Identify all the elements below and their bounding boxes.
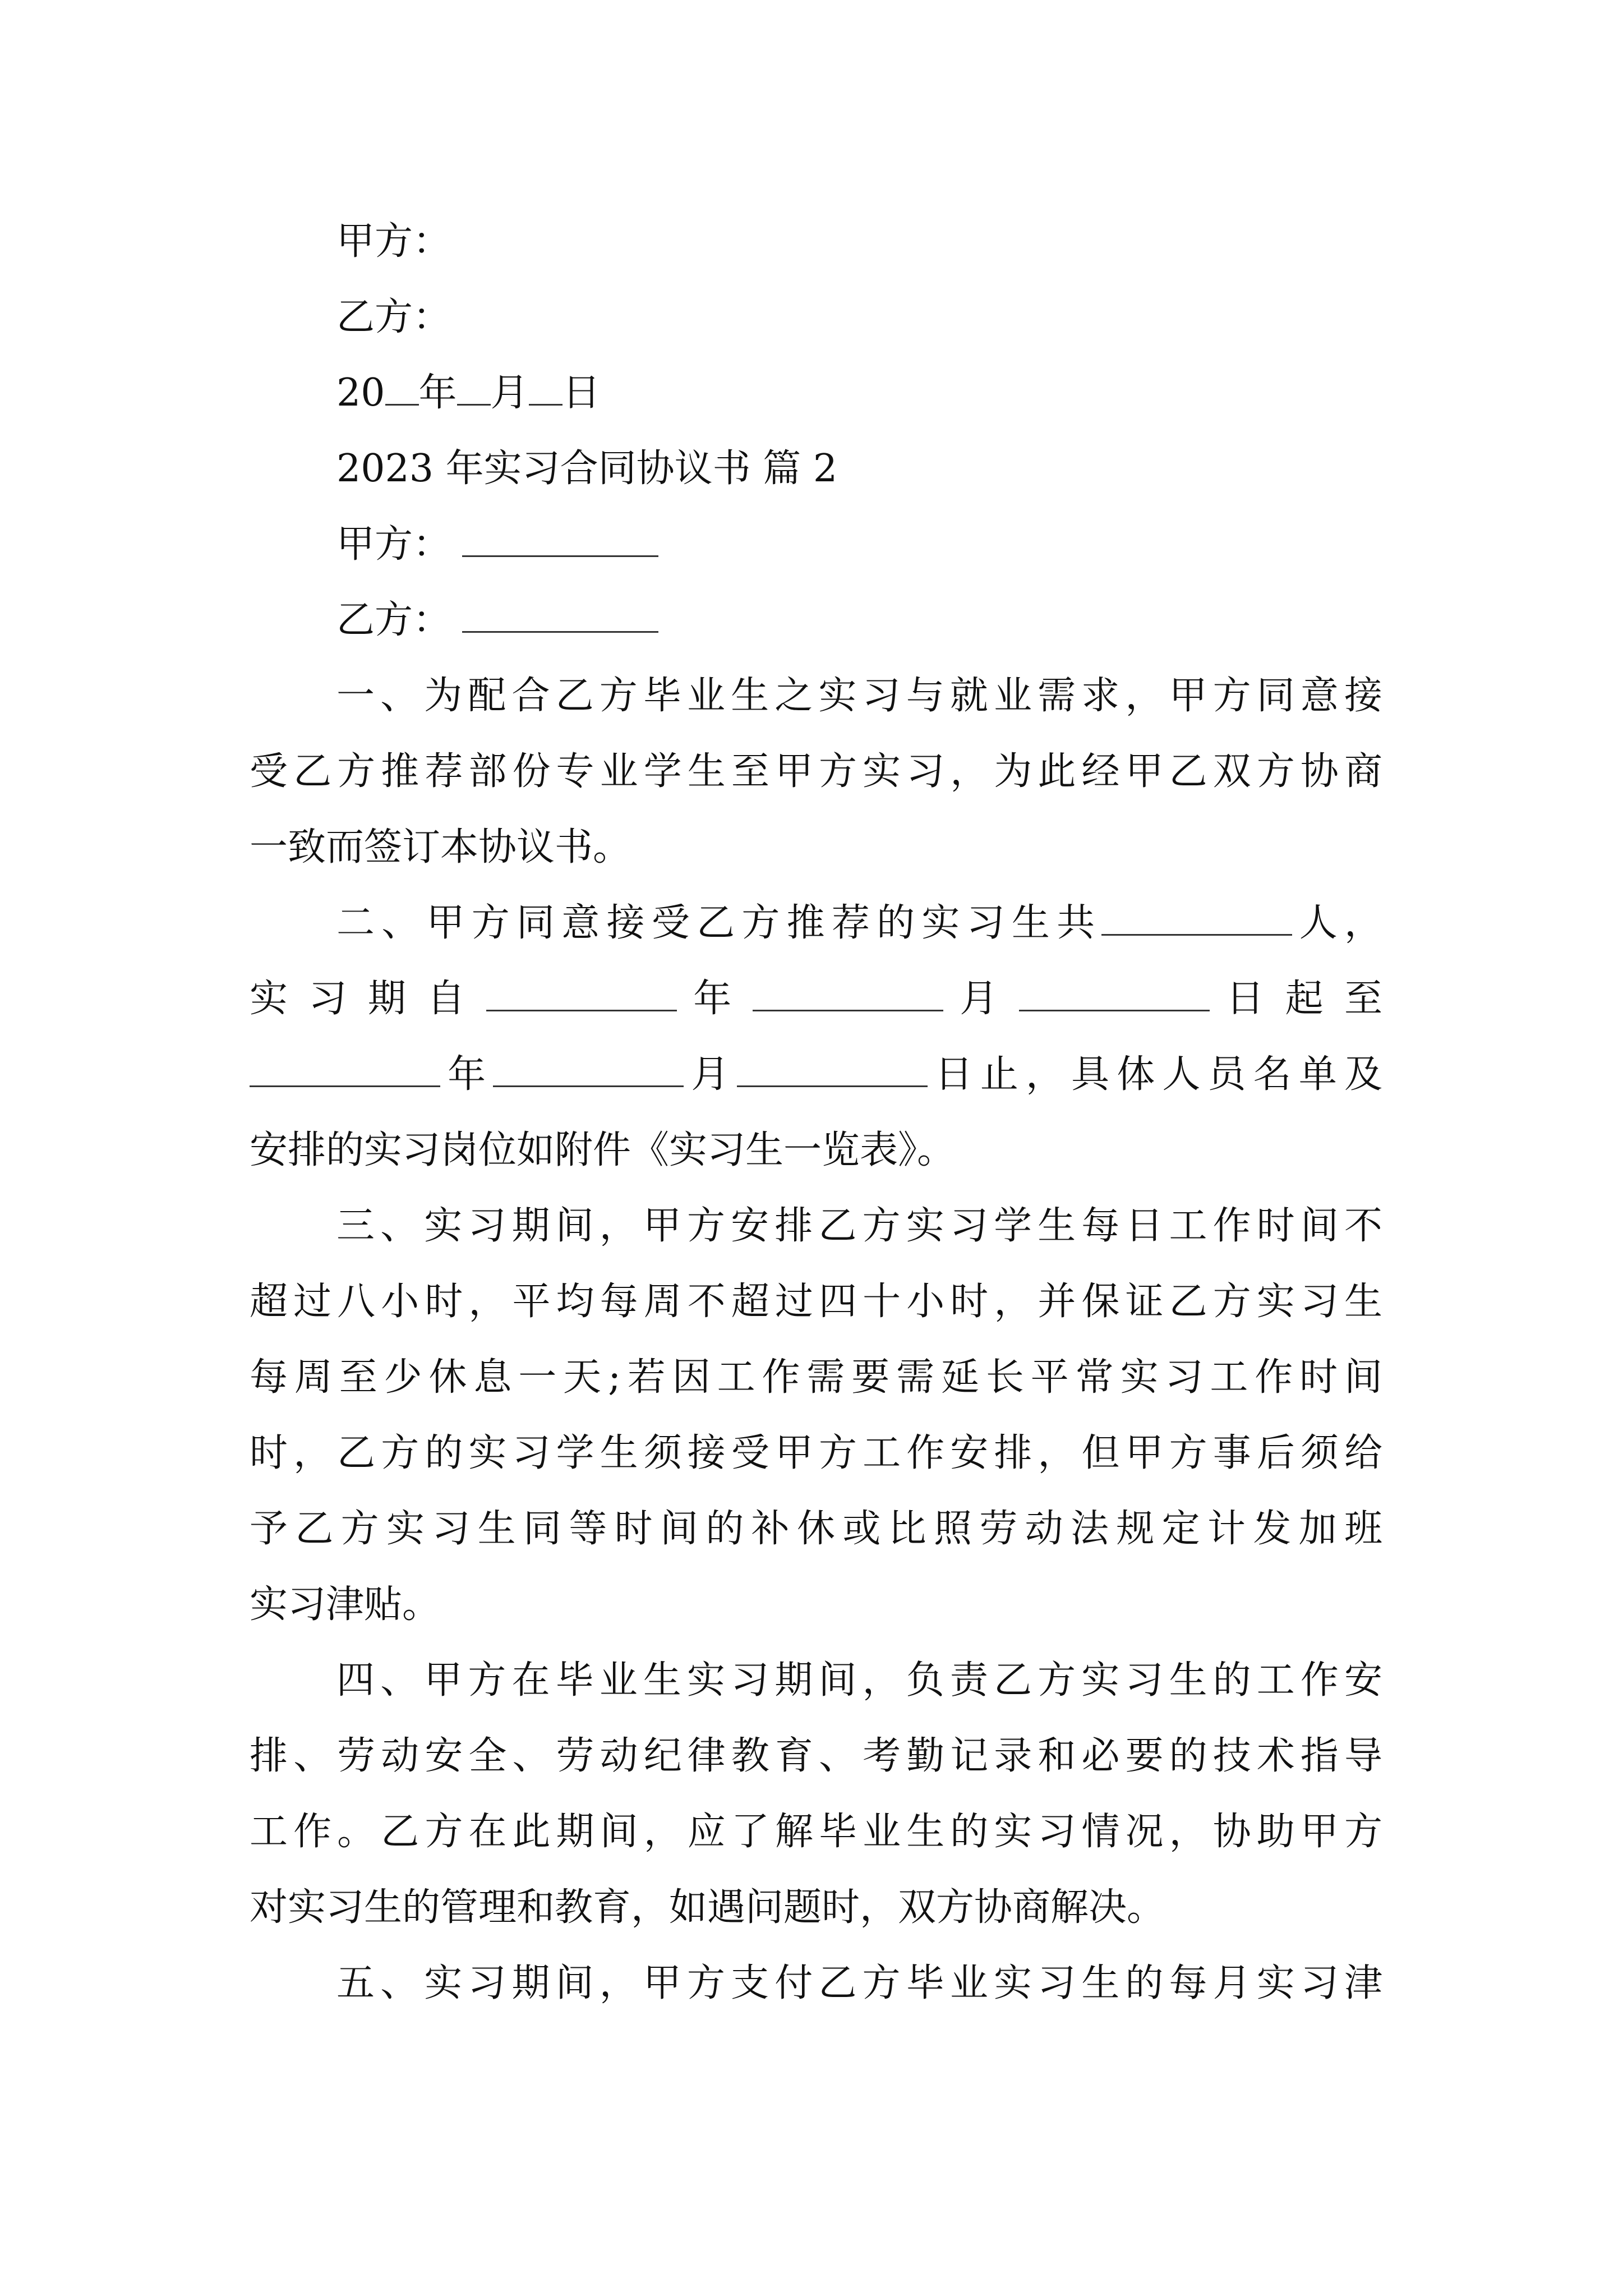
signing-party-b <box>336 595 658 646</box>
fill-blank <box>737 1051 928 1087</box>
clause-2-text: 日止，具体人员名单及 <box>927 1052 1382 1097</box>
clause-1-line: 受乙方推荐部份专业学生至甲方实习，为此经甲乙双方协商 <box>250 749 1382 794</box>
clause-3-line: 超过八小时，平均每周不超过四十小时，并保证乙方实习生 <box>250 1280 1382 1324</box>
date-blank <box>529 369 562 406</box>
fill-blank <box>250 1051 440 1087</box>
clause-2-line <box>250 974 1382 1024</box>
clause-3-line: 每周至少休息一天;若因工作需要需延长平常实习工作时间 <box>250 1355 1382 1400</box>
fill-blank <box>1101 899 1292 936</box>
clause-2-text: 实 习 期 自 <box>250 977 470 1021</box>
signing-party-a <box>336 519 658 570</box>
section-title <box>336 444 837 494</box>
fill-blank <box>753 975 943 1011</box>
clause-4-line: 排、劳动安全、劳动纪律教育、考勤记录和必要的技术指导 <box>250 1734 1382 1778</box>
date-blank <box>385 369 419 406</box>
clause-4-line: 工作。乙方在此期间，应了解毕业生的实习情况，协助甲方 <box>250 1810 1382 1854</box>
party-b-label <box>336 292 451 343</box>
party-a-label <box>336 217 451 267</box>
section-title-text: 2023 年实习合同协议书 篇 2 <box>336 447 838 491</box>
date-month: 月 <box>490 371 529 415</box>
clause-2-line: 安排的实习岗位如附件《实习生一览表》。 <box>250 1128 956 1172</box>
date-blank <box>457 369 491 406</box>
fill-blank <box>493 1051 684 1087</box>
clause-2-line <box>250 1050 1382 1100</box>
clause-4-line: 对实习生的管理和教育，如遇问题时，双方协商解决。 <box>250 1885 1165 1930</box>
clause-2-text: 月 <box>684 1052 737 1097</box>
clause-2-text: 日 起 至 <box>1226 977 1382 1021</box>
clause-2-text: 人， <box>1292 901 1382 945</box>
party-a-text: 甲方： <box>336 219 451 264</box>
clause-3-line: 时，乙方的实习学生须接受甲方工作安排，但甲方事后须给 <box>250 1431 1382 1475</box>
clause-1-line: 一、为配合乙方毕业生之实习与就业需求，甲方同意接 <box>336 674 1382 718</box>
clause-4-line: 四、甲方在毕业生实习期间，负责乙方实习生的工作安 <box>336 1658 1382 1703</box>
clause-3-line: 予乙方实习生同等时间的补休或比照劳动法规定计发加班 <box>250 1507 1382 1551</box>
clause-3-line: 三、实习期间，甲方安排乙方实习学生每日工作时间不 <box>336 1204 1382 1248</box>
party-b-text: 乙方： <box>336 295 451 339</box>
clause-2-line <box>336 898 1382 949</box>
clause-2-text: 年 <box>440 1052 494 1097</box>
clause-2-text: 月 <box>960 977 1003 1021</box>
signature-blank <box>462 596 658 633</box>
date-day: 日 <box>562 371 601 415</box>
signing-party-b-text: 乙方： <box>336 598 451 642</box>
fill-blank <box>1019 975 1210 1011</box>
clause-5-line: 五、实习期间，甲方支付乙方毕业实习生的每月实习津 <box>336 1961 1382 2005</box>
clause-1-line: 一致而签订本协议书。 <box>250 825 631 869</box>
date-year: 年 <box>418 371 457 415</box>
signing-party-a-text: 甲方： <box>336 522 451 567</box>
clause-3-line: 实习津贴。 <box>250 1582 441 1627</box>
signature-blank <box>462 521 658 557</box>
fill-blank <box>486 975 677 1011</box>
date-prefix: 20 <box>336 371 385 415</box>
clause-2-text: 二、甲方同意接受乙方推荐的实习生共 <box>336 901 1102 945</box>
date-line <box>336 368 601 418</box>
clause-2-text: 年 <box>693 977 736 1021</box>
